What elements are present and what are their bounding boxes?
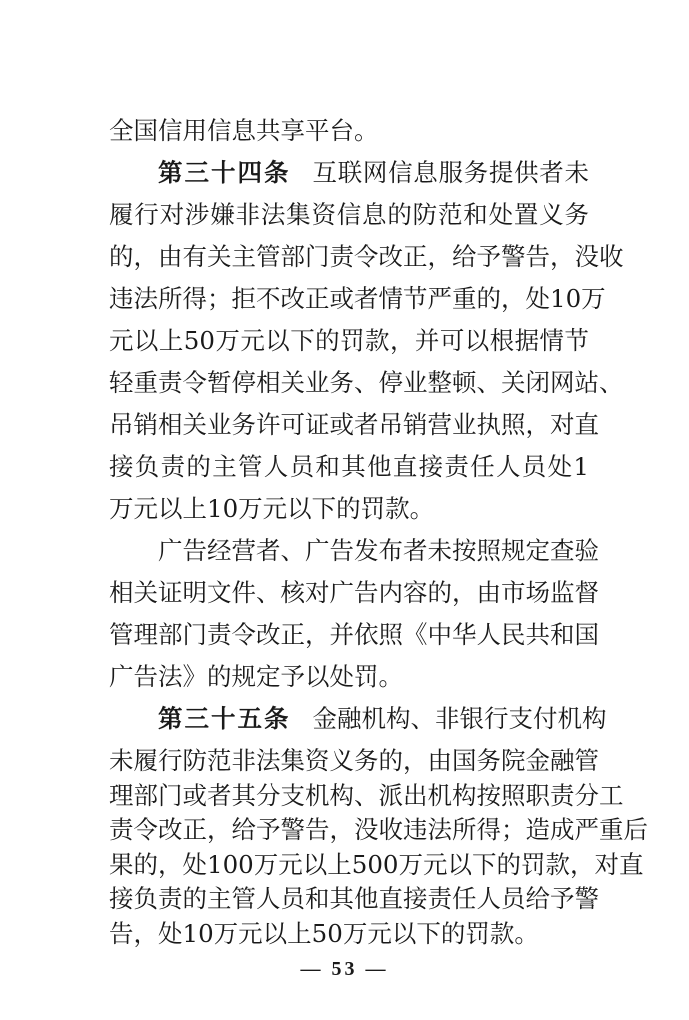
text-line: 相关证明文件、核对广告内容的，由市场监督 xyxy=(109,578,599,607)
text-line: 告，处10万元以上50万元以下的罚款。 xyxy=(109,918,539,948)
text-line: 轻重责令暂停相关业务、停业整顿、关闭网站、 xyxy=(109,368,624,397)
text-line: 未履行防范非法集资义务的，由国务院金融管 xyxy=(109,746,599,775)
text-line: 的，由有关主管部门责令改正，给予警告，没收 xyxy=(109,242,624,271)
article-34-text: 互联网信息服务提供者未 xyxy=(312,158,589,187)
text-line: 责令改正，给予警告，没收违法所得；造成严重后 xyxy=(109,815,648,844)
text-line: 接负责的主管人员和其他直接责任人员处1 xyxy=(109,452,589,481)
text-line: 广告经营者、广告发布者未按照规定查验 xyxy=(158,536,599,565)
article-34-heading xyxy=(158,153,589,193)
text-line: 果的，处100万元以上500万元以下的罚款，对直 xyxy=(109,849,644,879)
text-line: 违法所得；拒不改正或者情节严重的，处10万 xyxy=(109,284,606,313)
page-number: — 53 — xyxy=(300,958,389,980)
article-34-label: 第三十四条 xyxy=(158,158,291,187)
text-line: 理部门或者其分支机构、派出机构按照职责分工 xyxy=(109,780,624,810)
text-line: 万元以上10万元以下的罚款。 xyxy=(109,494,435,523)
text-line: 接负责的主管人员和其他直接责任人员给予警 xyxy=(109,884,599,913)
article-35-label: 第三十五条 xyxy=(158,704,291,733)
article-35-heading xyxy=(158,699,607,739)
text-line: 全国信用信息共享平台。 xyxy=(109,116,379,145)
text-line: 广告法》的规定予以处罚。 xyxy=(109,662,403,691)
text-line: 管理部门责令改正，并依照《中华人民共和国 xyxy=(109,620,599,649)
text-line: 元以上50万元以下的罚款，并可以根据情节 xyxy=(109,326,589,355)
text-line: 履行对涉嫌非法集资信息的防范和处置义务 xyxy=(109,200,589,229)
text-line: 吊销相关业务许可证或者吊销营业执照，对直 xyxy=(109,410,599,439)
article-35-text: 金融机构、非银行支付机构 xyxy=(312,704,607,733)
